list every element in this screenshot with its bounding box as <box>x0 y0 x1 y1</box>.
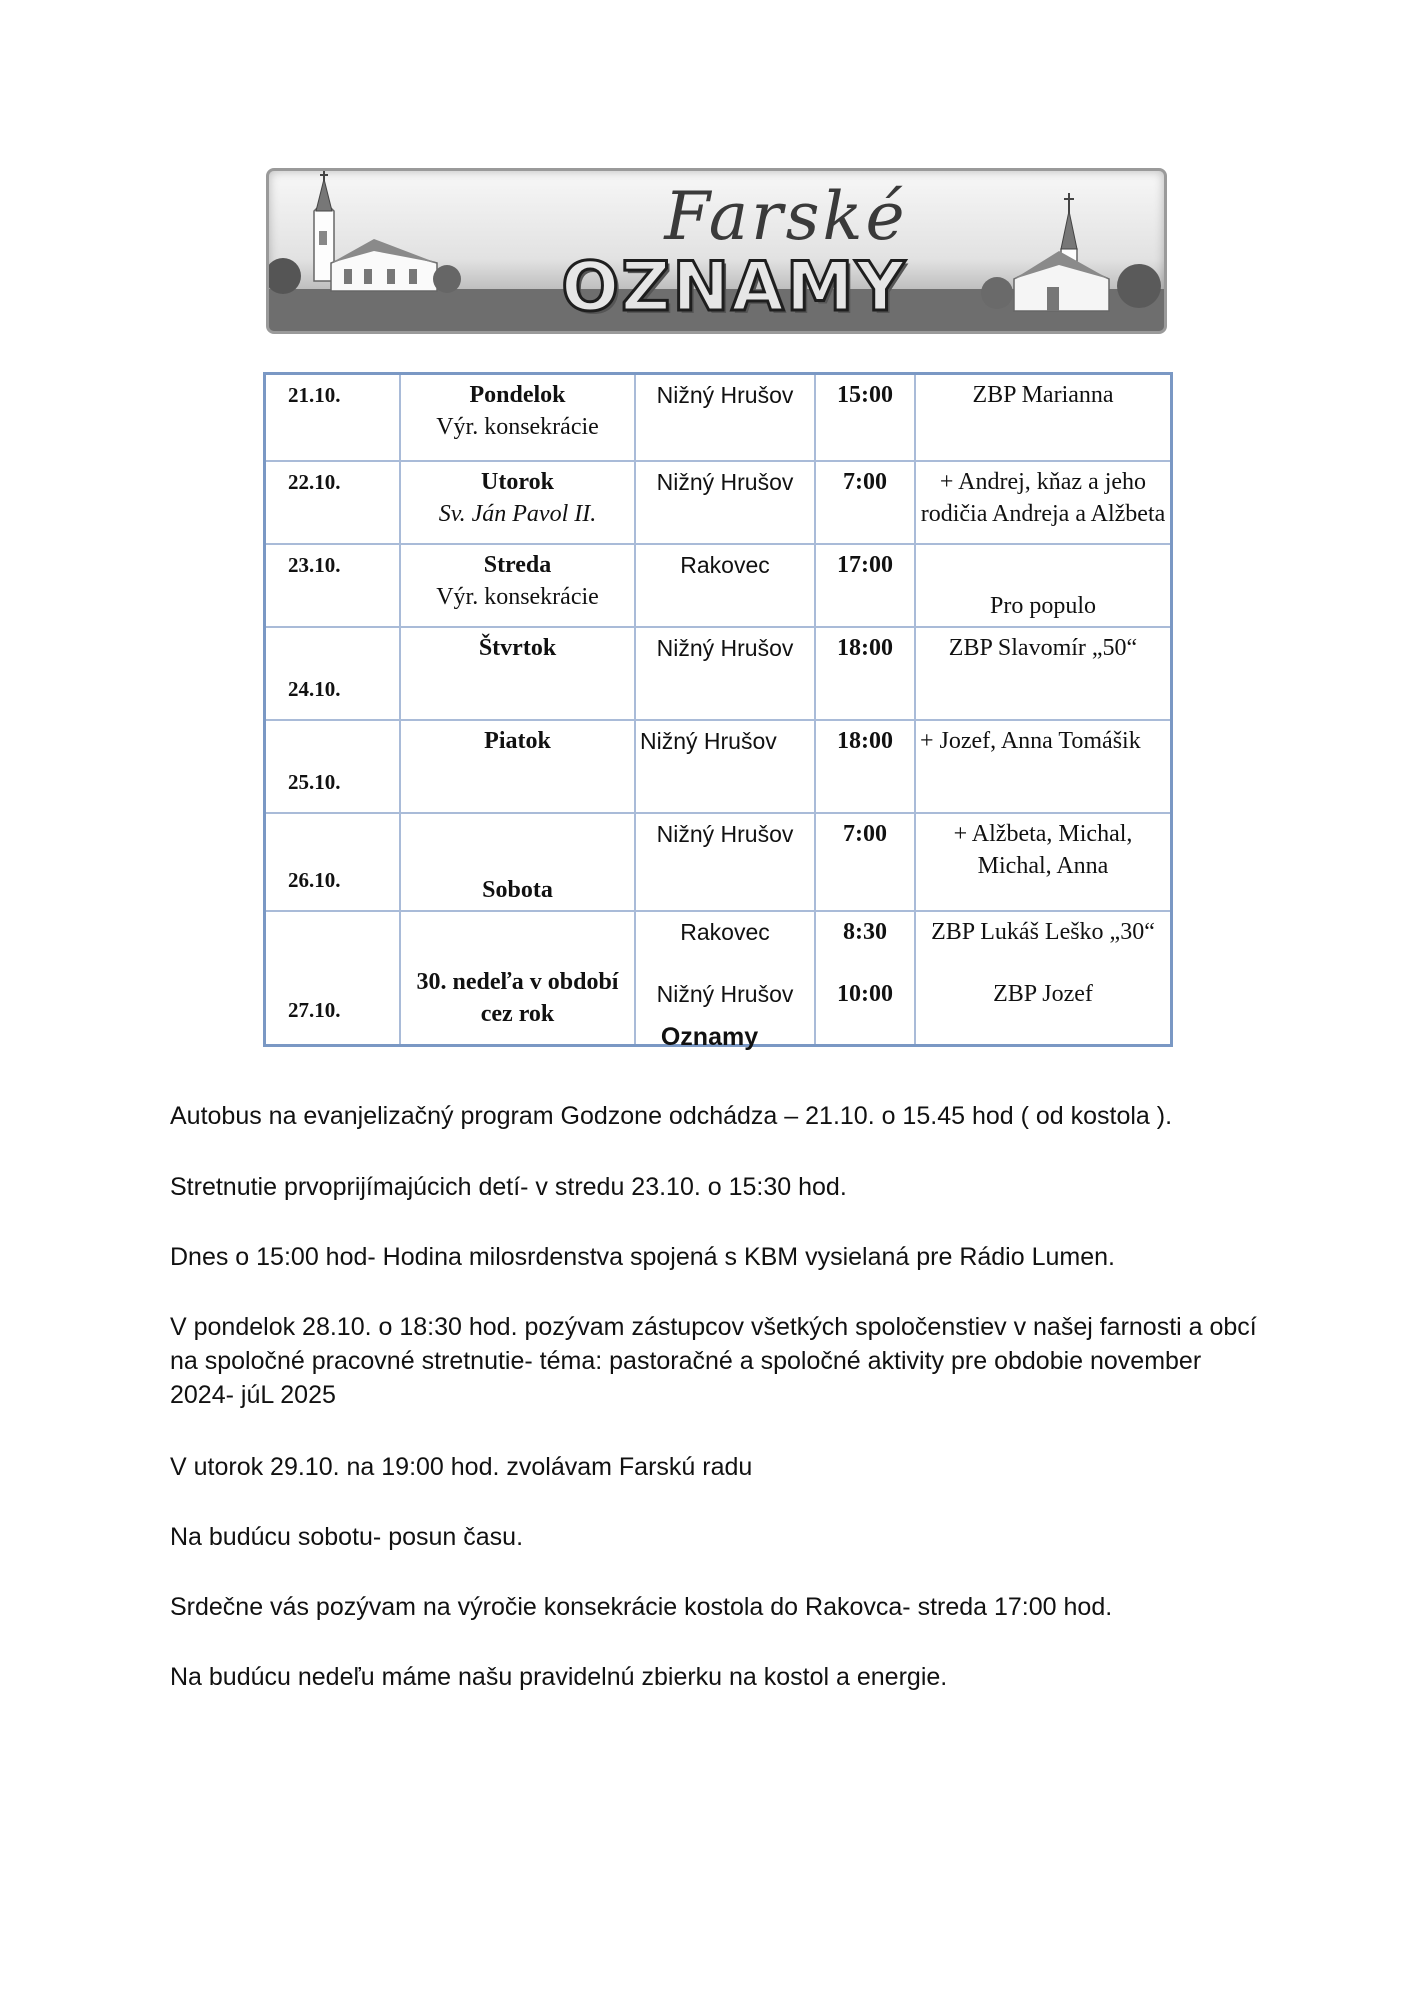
day-note: Sv. Ján Pavol II. <box>438 501 597 527</box>
intention-cell: ZBP Slavomír „50“ <box>915 627 1172 720</box>
announcement-item: V pondelok 28.10. o 18:30 hod. pozývam zástupcov všetkých spoločenstiev v našej farnosti a obcí na spoločné pracovné stretnutie- téma: pastoračné a spoločné aktivity pre obdobie november 2024- júL 2025 <box>170 1313 1257 1409</box>
date-cell: 21.10. <box>265 374 401 462</box>
mass-schedule-table <box>263 372 1173 1047</box>
day-cell <box>400 461 635 544</box>
day-name: Štvrtok <box>478 635 557 661</box>
place-cell: Rakovec <box>635 544 815 627</box>
day-name: Piatok <box>484 728 551 754</box>
day-name: 30. nedeľa v období cez rok <box>416 969 619 1027</box>
day-cell <box>400 544 635 627</box>
date-cell: 27.10. <box>265 911 401 1046</box>
day-cell <box>400 627 635 720</box>
time-first: 8:30 <box>843 919 887 945</box>
announcement-item: Dnes o 15:00 hod- Hodina milosrdenstva spojená s KBM vysielaná pre Rádio Lumen. <box>170 1243 1115 1271</box>
header-banner <box>266 168 1167 334</box>
day-note: Výr. konsekrácie <box>436 414 599 440</box>
intention-cell: + Andrej, kňaz a jeho rodičia Andreja a Alžbeta <box>915 461 1172 544</box>
table-row <box>265 374 1172 462</box>
intention-second: ZBP Jozef <box>993 981 1093 1007</box>
banner-script-title: Farské <box>664 178 908 255</box>
table-row <box>265 720 1172 813</box>
time-second: 10:00 <box>837 981 893 1007</box>
date-cell: 26.10. <box>265 813 401 911</box>
announcement-item: Na budúcu nedeľu máme našu pravidelnú zbierku na kostol a energie. <box>170 1663 948 1691</box>
place-first: Rakovec <box>680 919 770 945</box>
time-cell: 15:00 <box>815 374 915 462</box>
time-cell: 7:00 <box>815 461 915 544</box>
banner-title: OZNAMY <box>561 248 907 327</box>
day-note: Výr. konsekrácie <box>436 584 599 610</box>
time-cell: 7:00 <box>815 813 915 911</box>
place-cell: Nižný Hrušov <box>635 720 815 813</box>
announcements-title: Oznamy <box>660 1023 759 1051</box>
day-name: Streda <box>483 552 552 578</box>
day-cell <box>400 720 635 813</box>
table-row <box>265 627 1172 720</box>
day-cell <box>400 374 635 462</box>
table-row <box>265 813 1172 911</box>
intention-cell: + Jozef, Anna Tomášik <box>915 720 1172 813</box>
place-cell: Nižný Hrušov <box>635 374 815 462</box>
intention-first: ZBP Lukáš Leško „30“ <box>931 919 1155 945</box>
intention-cell: + Alžbeta, Michal, Michal, Anna <box>915 813 1172 911</box>
place-second: Nižný Hrušov <box>656 981 794 1007</box>
day-name: Pondelok <box>469 382 566 408</box>
announcement-item: V utorok 29.10. na 19:00 hod. zvolávam Farskú radu <box>170 1453 753 1481</box>
intention-cell: Pro populo <box>915 544 1172 627</box>
announcement-item: Srdečne vás pozývam na výročie konsekrácie kostola do Rakovca- streda 17:00 hod. <box>170 1593 1113 1621</box>
place-cell: Nižný Hrušov <box>635 461 815 544</box>
place-cell: Nižný Hrušov <box>635 627 815 720</box>
time-cell: 18:00 <box>815 720 915 813</box>
date-cell: 24.10. <box>265 627 401 720</box>
date-cell: 23.10. <box>265 544 401 627</box>
date-cell: 25.10. <box>265 720 401 813</box>
day-name: Utorok <box>481 469 554 495</box>
intention-cell: ZBP Marianna <box>915 374 1172 462</box>
day-name: Sobota <box>482 877 553 903</box>
place-cell: Nižný Hrušov <box>635 813 815 911</box>
table-row <box>265 461 1172 544</box>
time-cell: 18:00 <box>815 627 915 720</box>
day-cell <box>400 813 635 911</box>
announcement-item: Autobus na evanjelizačný program Godzone odchádza – 21.10. o 15.45 hod ( od kostola ). <box>170 1102 1173 1130</box>
time-cell: 17:00 <box>815 544 915 627</box>
date-cell: 22.10. <box>265 461 401 544</box>
announcement-item: Na budúcu sobotu- posun času. <box>170 1523 524 1551</box>
table-row <box>265 544 1172 627</box>
announcement-item: Stretnutie prvoprijímajúcich detí- v stredu 23.10. o 15:30 hod. <box>170 1173 847 1201</box>
